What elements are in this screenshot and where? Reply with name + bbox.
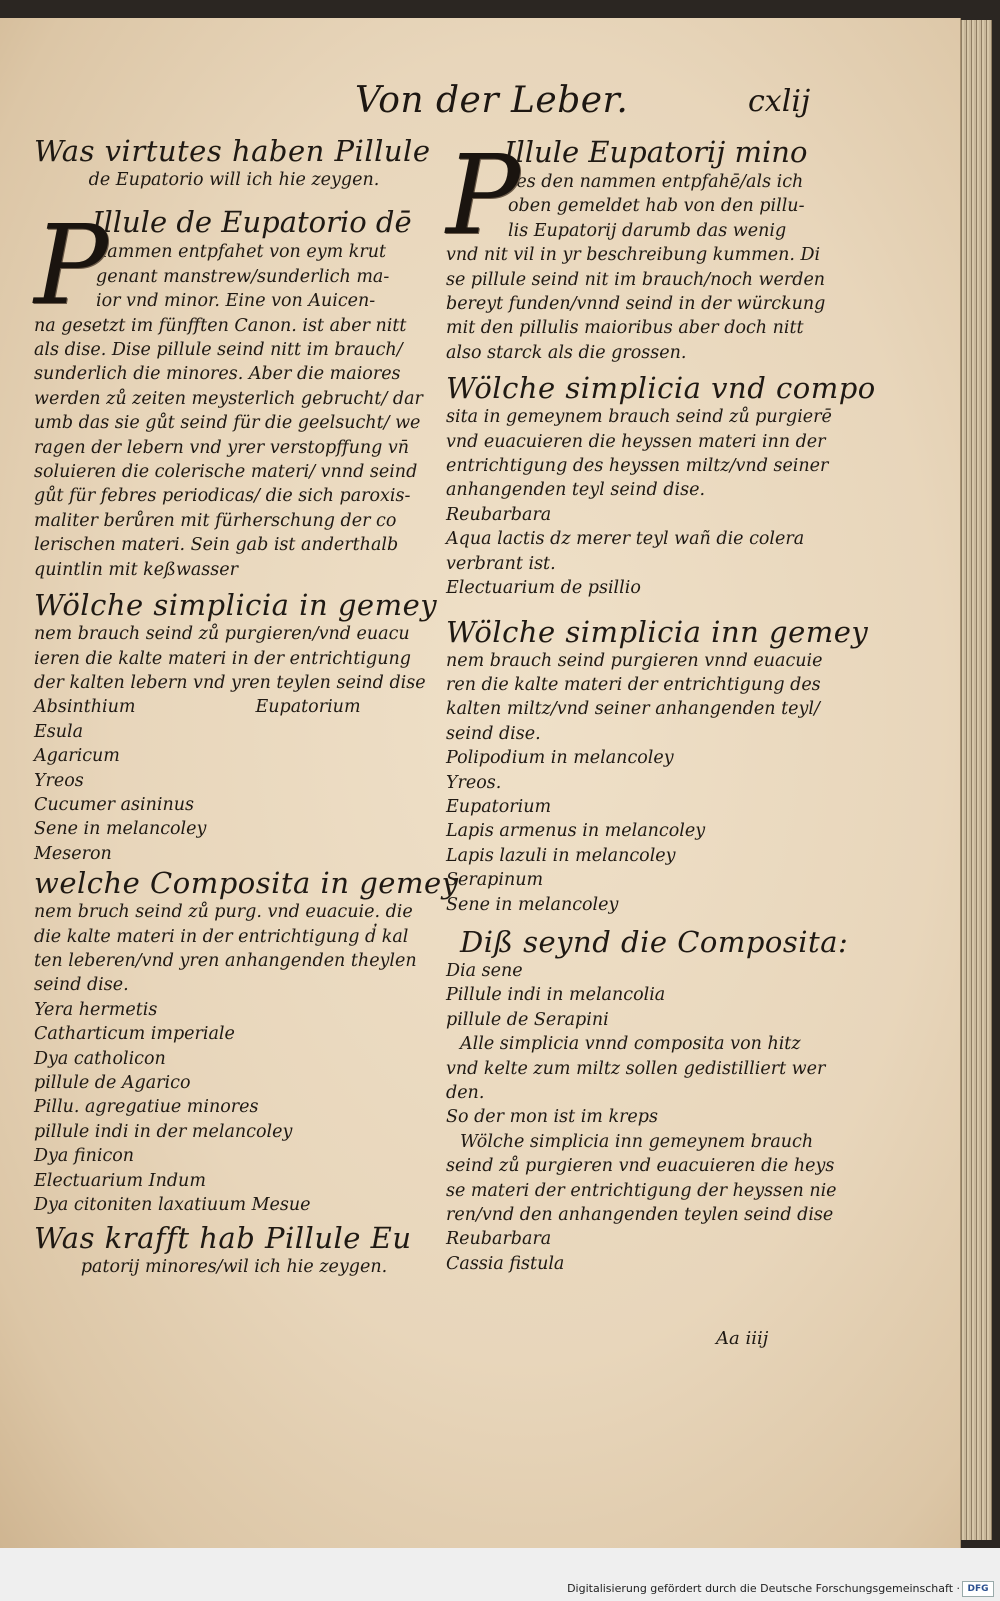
paragraph-first-line: Illule Eupatorij mino [504,135,808,169]
paragraph-line: mit den pillulis maioribus aber doch nitt [446,318,804,339]
list-item: Polipodium in melancoley [446,748,674,769]
paragraph-line: bereyt funden/vnnd seind in der würckung [446,294,826,315]
paragraph-line: lerischen materi. Sein gab ist anderthalb [34,535,399,556]
paragraph-line: umb das sie gůt seind für die geelsucht/ we [34,413,421,434]
drop-cap-initial: P [34,201,109,330]
list-item: Reubarbara [446,504,552,525]
heading-continuation-line: vnd euacuieren die heyssen materi inn der [446,431,826,452]
section-heading: welche Composita in gemey [34,866,459,901]
list-item: verbrant ist. [446,553,556,574]
paragraph-line: vnd nit vil in yr beschreibung kummen. Di [446,245,821,266]
list-item: Lapis armenus in melancoley [446,821,706,842]
paragraph-line: vnd kelte zum miltz sollen gedistilliert wer [446,1058,826,1079]
section-heading: Wölche simplicia vnd compo [446,371,876,406]
heading-continuation-line: anhangenden teyl seind dise. [446,480,706,501]
list-item: Esula [34,721,84,742]
list-item: Catharticum imperiale [34,1024,235,1045]
list-item-text: Eupatorium [255,697,361,718]
paragraph-line: quintlin mit keßwasser [34,559,238,580]
heading-continuation-line: ten leberen/vnd yren anhangenden theylen [34,950,417,971]
book-page [0,18,961,1548]
list-item: Electuarium Indum [34,1170,206,1191]
list-item: Serapinum [446,870,544,891]
list-item: pillule de Agarico [34,1073,191,1093]
paragraph-first-line: Illule de Eupatorio dē [92,205,412,240]
drop-cap-initial: P [446,131,521,259]
list-item: Dya catholicon [34,1048,166,1069]
paragraph-line: genant manstrew/sunderlich ma- [96,266,390,287]
paragraph-line: oben gemeldet hab von den pillu- [508,196,805,217]
list-item: pillule de Serapini [446,1009,609,1030]
paragraph-line: soluieren die colerische materi/ vnnd seind [34,462,418,483]
list-item: Pillule indi in melancolia [446,985,666,1006]
section-heading: Was krafft hab Pillule Eu [34,1221,412,1256]
signature-mark: Aa iiij [716,1328,769,1349]
list-item: Aqua lactis dz merer teyl wañ die colera [446,529,805,550]
paragraph-line: ragen der lebern vnd yrer verstopffung vn̄ [34,437,410,458]
list-item: Yreos. [446,772,502,793]
list-item: Cucumer asininus [34,794,195,815]
paragraph-line: maliter berůren mit fürherschung der co [34,510,397,531]
list-item: Dya finicon [34,1146,135,1167]
page-header [0,80,960,130]
list-item: Electuarium de psillio [446,578,641,599]
list-item: Lapis lazuli in melancoley [446,845,676,866]
list-item: Sene in melancoley [446,894,619,915]
right-column [446,131,876,1276]
heading-continuation-line: seind dise. [446,723,541,744]
section-heading: Wölche simplicia in gemey [34,588,438,623]
dfg-logo: DFG [962,1581,994,1597]
paragraph-line: ren/vnd den anhangenden teylen seind dise [446,1205,834,1226]
paragraph-line: also starck als die grossen. [446,342,687,363]
list-item: Agaricum [34,746,120,767]
list-item: Dia sene [446,960,523,981]
heading-continuation-line: entrichtigung des heyssen miltz/vnd seiner [446,456,829,477]
section-heading: Wölche simplicia inn gemey [446,614,869,649]
heading-continuation-line: ren die kalte materi der entrichtigung des [446,674,821,695]
paragraph-with-initial [34,201,434,582]
list-item [34,695,434,719]
section-heading-subline: de Eupatorio will ich hie zeygen. [88,170,380,190]
heading-continuation-line: seind dise. [34,975,129,996]
paragraph-line: Alle simplicia vnnd composita von hitz [460,1034,801,1055]
heading-continuation-line: die kalte materi in der entrichtigung d̓ kal [34,926,409,947]
heading-continuation-line: ieren die kalte materi in der entrichtigung [34,648,411,669]
list-item: Pillu. agregatiue minores [34,1097,259,1118]
paragraph-line: ior vnd minor. Eine von Auicen- [96,291,376,312]
heading-continuation-line: nem brauch seind zů purgieren/vnd euacu [34,624,410,645]
list-item: pillule indi in der melancoley [34,1121,293,1142]
heading-continuation-line: sita in gemeynem brauch seind zů purgierē [446,407,832,428]
list-item: Yreos [34,770,84,791]
paragraph-line: se materi der entrichtigung der heyssen nie [446,1180,837,1201]
list-item: Sene in melancoley [34,819,207,840]
paragraph-line: den. [446,1083,485,1103]
left-column [34,134,459,1280]
paragraph-line: se pillule seind nit im brauch/noch werden [446,269,826,290]
heading-continuation-line: nem brauch seind purgieren vnnd euacuie [446,650,823,671]
paragraph-line: werden zů zeiten meysterlich gebrucht/ dar [34,388,423,409]
paragraph-line: Wölche simplicia inn gemeynem brauch [460,1131,814,1152]
heading-continuation-line: der kalten lebern vnd yren teylen seind dise [34,672,426,693]
paragraph-line: seind zů purgieren vnd euacuieren die heys [446,1156,835,1177]
section-heading-subline: patorij minores/wil ich hie zeygen. [80,1257,388,1278]
section-heading: Was virtutes haben Pillule [34,134,431,168]
list-item: Eupatorium [446,796,552,817]
list-item: So der mon ist im kreps [446,1107,658,1128]
paragraph-line: na gesetzt im fünfften Canon. ist aber nitt [34,315,407,336]
paragraph-with-initial [446,131,846,365]
digitization-footer [0,1548,1000,1601]
paragraph-line: lis Eupatorij darumb das wenig [508,220,787,241]
paragraph-line: sunderlich die minores. Aber die maiores [34,364,401,385]
list-item: Yera hermetis [34,999,158,1020]
list-item: Meseron [34,843,112,864]
section-heading: Diß seynd die Composita: [460,924,849,959]
footer-credit: Digitalisierung gefördert durch die Deutsche Forschungsgemeinschaft · [567,1582,960,1595]
list-item: Reubarbara [446,1229,552,1250]
list-item: Cassia fistula [446,1253,565,1274]
list-item-text: Absinthium [34,697,136,718]
paragraph-line: gůt für febres periodicas/ die sich paroxis- [34,486,411,507]
paragraph-line: als dise. Dise pillule seind nitt im brauch/ [34,340,403,361]
list-item: Dya citoniten laxatiuum Mesue [34,1195,311,1216]
paragraph-line: nammen entpfahet von eym krut [96,242,387,263]
heading-continuation-line: nem bruch seind zů purg. vnd euacuie. die [34,902,413,923]
heading-continuation-line: kalten miltz/vnd seiner anhangenden teyl/ [446,699,820,720]
running-title: Von der Leber. [355,80,629,121]
folio-number: cxlij [748,84,811,119]
paragraph-line: res den nammen entpfahē/als ich [508,172,804,192]
